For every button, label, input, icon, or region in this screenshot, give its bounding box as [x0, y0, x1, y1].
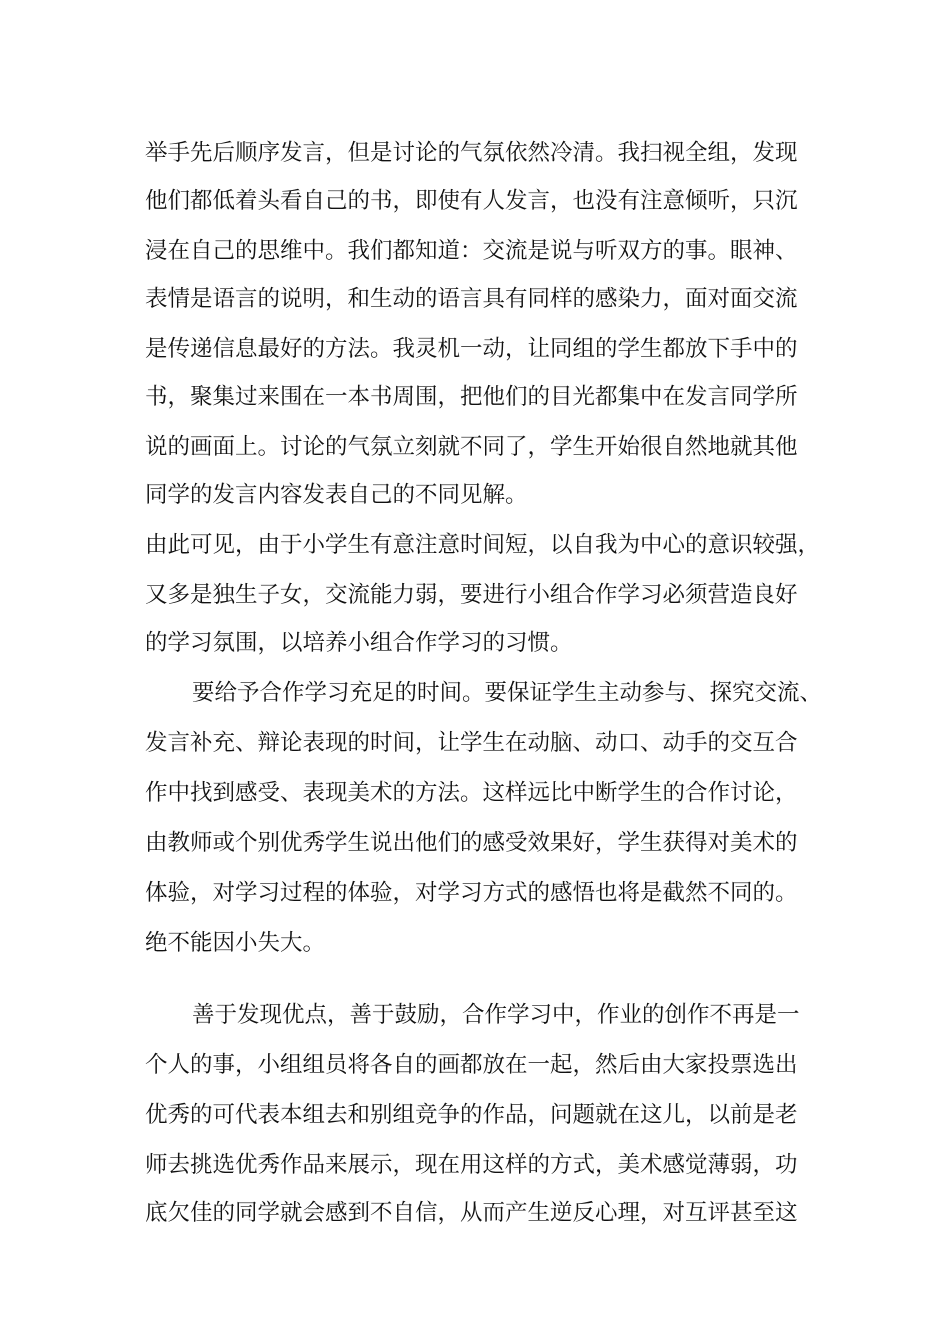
- text-line: 书，聚集过来围在一本书周围，把他们的目光都集中在发言同学所: [145, 384, 798, 410]
- text-line: 体验，对学习过程的体验，对学习方式的感悟也将是截然不同的。: [145, 880, 798, 906]
- text-line: 同学的发言内容发表自己的不同见解。: [145, 482, 528, 508]
- text-line: 师去挑选优秀作品来展示，现在用这样的方式，美术感觉薄弱，功: [145, 1152, 798, 1178]
- text-line: 优秀的可代表本组去和别组竞争的作品，问题就在这儿，以前是老: [145, 1102, 798, 1128]
- text-line: 底欠佳的同学就会感到不自信，从而产生逆反心理，对互评甚至这: [145, 1200, 798, 1226]
- text-line: 个人的事，小组组员将各自的画都放在一起，然后由大家投票选出: [145, 1052, 798, 1078]
- text-line: 善于发现优点，善于鼓励，合作学习中，作业的创作不再是一: [192, 1002, 800, 1028]
- text-line: 发言补充、辩论表现的时间，让学生在动脑、动口、动手的交互合: [145, 730, 798, 756]
- text-line: 由教师或个别优秀学生说出他们的感受效果好，学生获得对美术的: [145, 830, 798, 856]
- text-line: 的学习氛围，以培养小组合作学习的习惯。: [145, 630, 573, 656]
- text-line: 表情是语言的说明，和生动的语言具有同样的感染力，面对面交流: [145, 286, 798, 312]
- text-line: 由此可见，由于小学生有意注意时间短，以自我为中心的意识较强，: [145, 532, 821, 558]
- text-line: 说的画面上。讨论的气氛立刻就不同了，学生开始很自然地就其他: [145, 434, 798, 460]
- text-line: 他们都低着头看自己的书，即使有人发言，也没有注意倾听，只沉: [145, 188, 798, 214]
- text-line: 浸在自己的思维中。我们都知道：交流是说与听双方的事。眼神、: [145, 238, 798, 264]
- text-line: 是传递信息最好的方法。我灵机一动，让同组的学生都放下手中的: [145, 336, 798, 362]
- text-line: 要给予合作学习充足的时间。要保证学生主动参与、探究交流、: [192, 680, 823, 706]
- text-line: 绝不能因小失大。: [145, 930, 326, 956]
- text-line: 举手先后顺序发言，但是讨论的气氛依然冷清。我扫视全组，发现: [145, 140, 798, 166]
- text-line: 作中找到感受、表现美术的方法。这样远比中断学生的合作讨论，: [145, 780, 798, 806]
- text-line: 又多是独生子女，交流能力弱，要进行小组合作学习必须营造良好: [145, 582, 798, 608]
